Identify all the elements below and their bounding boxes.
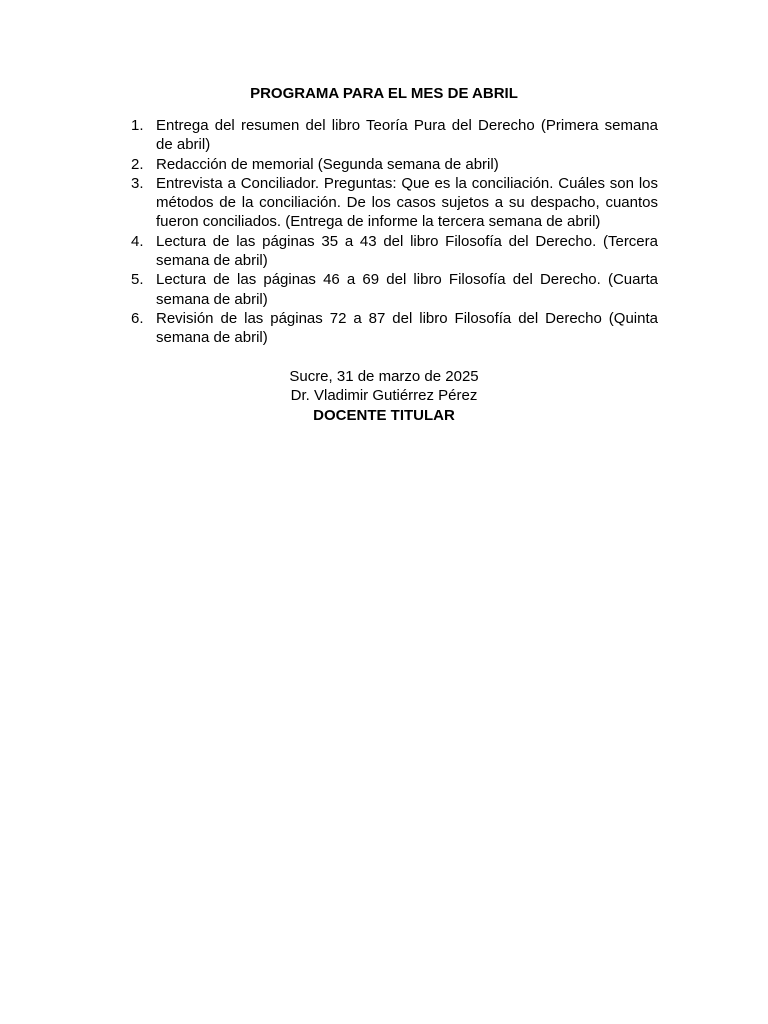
list-item-text: Lectura de las páginas 35 a 43 del libro Filosofía del Derecho. (Tercera semana de abril): [156, 232, 658, 270]
list-item-text: Redacción de memorial (Segunda semana de abril): [156, 155, 499, 173]
list-item-text: Entrevista a Conciliador. Preguntas: Que es la conciliación. Cuáles son los métodos de la conciliación. De los casos sujetos a su despacho, cuantos fueron conciliados. (Entrega de informe la tercera semana de abril): [156, 174, 658, 231]
task-list: [110, 116, 658, 348]
list-item-text: Revisión de las páginas 72 a 87 del libro Filosofía del Derecho (Quinta semana de abril): [156, 309, 658, 347]
list-item-number: 2.: [131, 155, 144, 173]
signature-block: [110, 367, 658, 425]
list-item-number: 4.: [131, 232, 144, 250]
document-title: PROGRAMA PARA EL MES DE ABRIL: [250, 85, 518, 102]
list-item: [110, 116, 658, 155]
list-item-number: 5.: [131, 271, 144, 289]
list-item: [110, 232, 658, 271]
list-item-text: Entrega del resumen del libro Teoría Pura del Derecho (Primera semana de abril): [156, 117, 658, 154]
list-item-text: Lectura de las páginas 46 a 69 del libro Filosofía del Derecho. (Cuarta semana de abril): [156, 271, 658, 308]
signature-place-date: Sucre, 31 de marzo de 2025: [289, 368, 479, 385]
list-item: [110, 174, 658, 232]
list-item: [110, 309, 658, 348]
signature-name: Dr. Vladimir Gutiérrez Pérez: [290, 387, 478, 405]
list-item-number: 3.: [131, 174, 144, 192]
signature-role: DOCENTE TITULAR: [313, 406, 455, 424]
list-item: [110, 155, 658, 174]
list-item-number: 6.: [131, 309, 144, 327]
list-item: [110, 270, 658, 309]
list-item-number: 1.: [131, 117, 144, 134]
